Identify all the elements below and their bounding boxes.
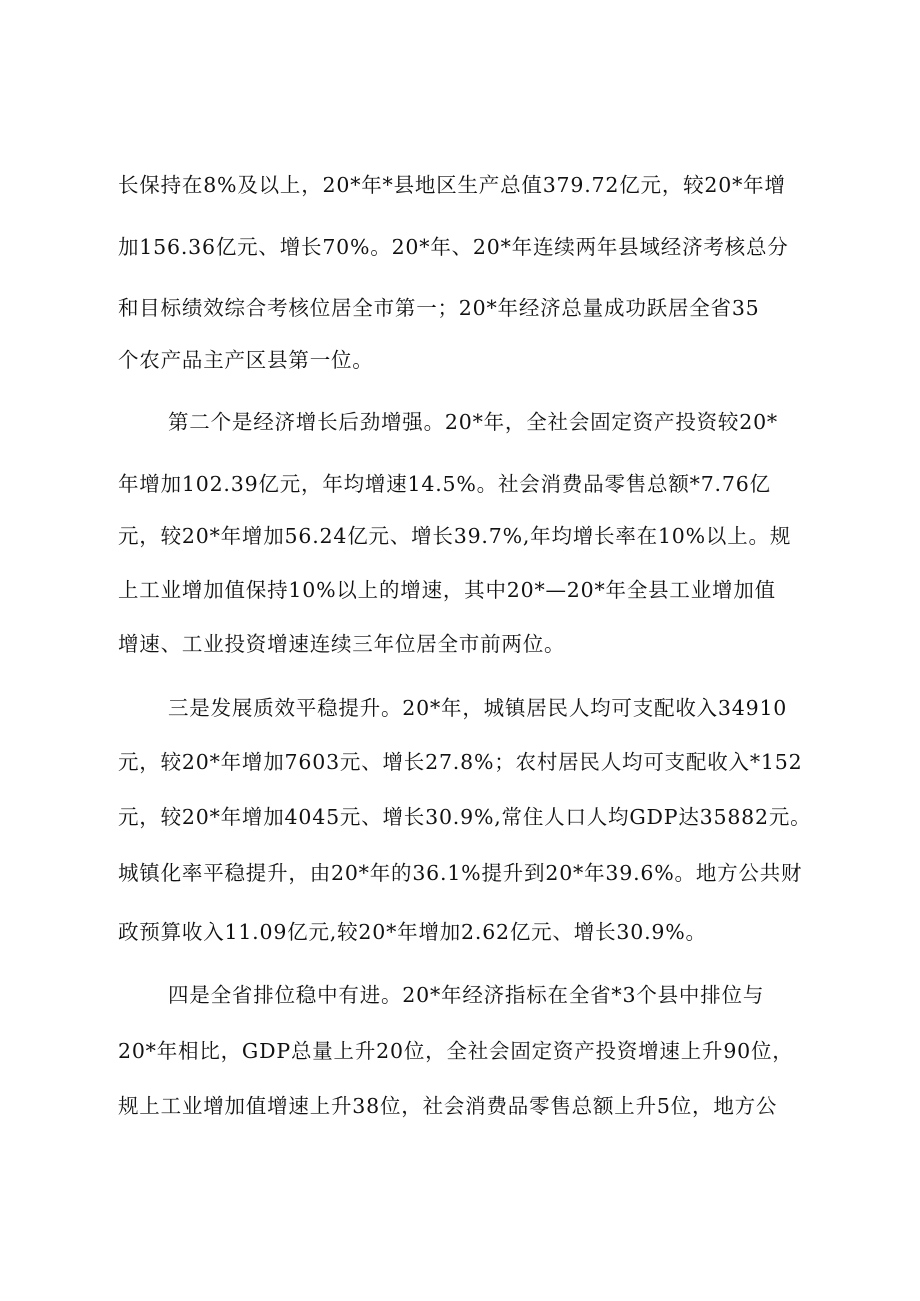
text-line: 规上工业增加值增速上升38位，社会消费品零售总额上升5位，地方公 <box>118 1094 778 1118</box>
text-line: 增速、工业投资增速连续三年位居全市前两位。 <box>118 632 566 656</box>
text-line: 年增加102.39亿元，年均增速14.5%。社会消费品零售总额*7.76亿 <box>118 472 771 496</box>
text-line: 加156.36亿元、增长70%。20*年、20*年连续两年县域经济考核总分 <box>118 235 789 259</box>
text-line: 元，较20*年增加56.24亿元、增长39.7%,年均增长率在10%以上。规 <box>118 524 792 548</box>
text-line: 上工业增加值保持10%以上的增速，其中20*—20*年全县工业增加值 <box>118 578 776 602</box>
paragraph-first-line: 四是全省排位稳中有进。20*年经济指标在全省*3个县中排位与 <box>168 983 765 1007</box>
text-line: 元，较20*年增加7603元、增长27.8%；农村居民人均可支配收入*152 <box>118 750 803 774</box>
text-line: 个农产品主产区县第一位。 <box>118 348 374 372</box>
paragraph-first-line: 三是发展质效平稳提升。20*年，城镇居民人均可支配收入34910 <box>168 696 788 720</box>
text-line: 和目标绩效综合考核位居全市第一；20*年经济总量成功跃居全省35 <box>118 296 760 320</box>
paragraph-first-line: 第二个是经济增长后劲增强。20*年，全社会固定资产投资较20* <box>168 410 778 434</box>
text-line: 元，较20*年增加4045元、增长30.9%,常住人口人均GDP达35882元。 <box>118 805 812 829</box>
text-line: 长保持在8%及以上，20*年*县地区生产总值379.72亿元，较20*年增 <box>118 173 786 197</box>
text-line: 20*年相比，GDP总量上升20位，全社会固定资产投资增速上升90位， <box>118 1039 794 1063</box>
text-line: 政预算收入11.09亿元,较20*年增加2.62亿元、增长30.9%。 <box>118 920 707 944</box>
text-line: 城镇化率平稳提升，由20*年的36.1%提升到20*年39.6%。地方公共财 <box>118 861 803 885</box>
